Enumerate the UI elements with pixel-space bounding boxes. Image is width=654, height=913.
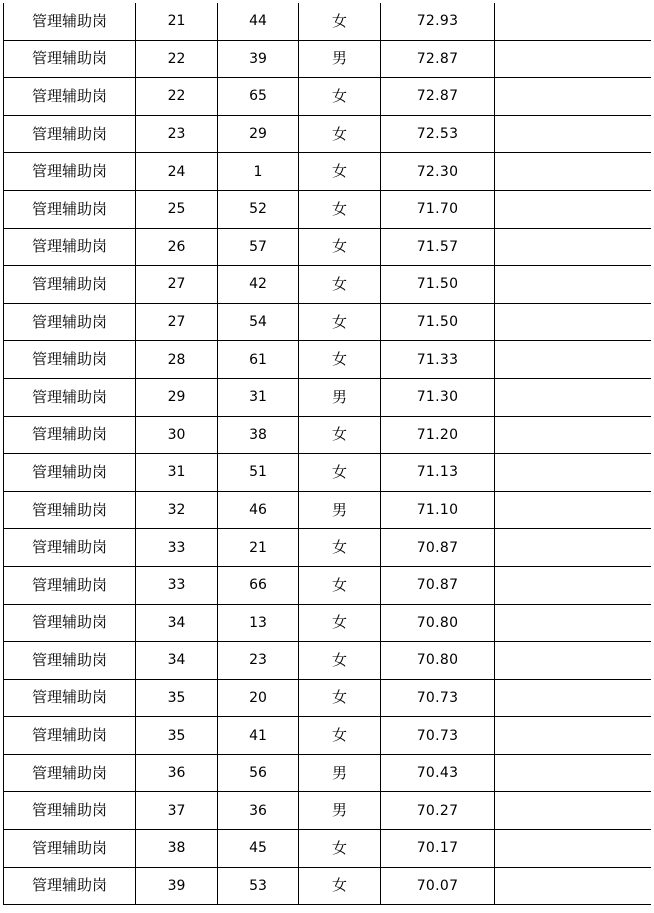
rank-cell: 27 <box>136 303 218 341</box>
position-cell: 管理辅助岗 <box>4 566 136 604</box>
gender-cell: 女 <box>299 303 381 341</box>
score-cell: 70.87 <box>381 529 495 567</box>
rank-cell: 38 <box>136 830 218 868</box>
position-cell: 管理辅助岗 <box>4 3 136 40</box>
position-cell: 管理辅助岗 <box>4 78 136 116</box>
score-cell: 71.20 <box>381 416 495 454</box>
position-cell: 管理辅助岗 <box>4 454 136 492</box>
score-cell: 70.87 <box>381 566 495 604</box>
rank-cell: 28 <box>136 341 218 379</box>
rank-cell: 29 <box>136 378 218 416</box>
id-cell: 44 <box>218 3 299 40</box>
rank-cell: 24 <box>136 153 218 191</box>
id-cell: 65 <box>218 78 299 116</box>
table-row <box>4 190 652 228</box>
position-cell: 管理辅助岗 <box>4 378 136 416</box>
note-cell <box>495 867 652 905</box>
rank-cell: 27 <box>136 266 218 304</box>
gender-cell: 女 <box>299 341 381 379</box>
position-cell: 管理辅助岗 <box>4 303 136 341</box>
gender-cell: 女 <box>299 153 381 191</box>
score-cell: 71.33 <box>381 341 495 379</box>
id-cell: 29 <box>218 115 299 153</box>
gender-cell: 男 <box>299 378 381 416</box>
score-cell: 71.70 <box>381 190 495 228</box>
id-cell: 38 <box>218 416 299 454</box>
score-cell: 72.87 <box>381 40 495 78</box>
note-cell <box>495 830 652 868</box>
score-cell: 71.57 <box>381 228 495 266</box>
score-cell: 72.87 <box>381 78 495 116</box>
rank-cell: 26 <box>136 228 218 266</box>
id-cell: 61 <box>218 341 299 379</box>
gender-cell: 男 <box>299 491 381 529</box>
rank-cell: 22 <box>136 78 218 116</box>
table-row <box>4 867 652 905</box>
rank-cell: 39 <box>136 867 218 905</box>
position-cell: 管理辅助岗 <box>4 529 136 567</box>
note-cell <box>495 115 652 153</box>
rank-cell: 36 <box>136 754 218 792</box>
position-cell: 管理辅助岗 <box>4 867 136 905</box>
gender-cell: 女 <box>299 867 381 905</box>
score-cell: 71.50 <box>381 266 495 304</box>
gender-cell: 女 <box>299 830 381 868</box>
id-cell: 53 <box>218 867 299 905</box>
gender-cell: 女 <box>299 454 381 492</box>
gender-cell: 女 <box>299 115 381 153</box>
score-cell: 72.53 <box>381 115 495 153</box>
id-cell: 45 <box>218 830 299 868</box>
score-cell: 70.07 <box>381 867 495 905</box>
note-cell <box>495 228 652 266</box>
note-cell <box>495 792 652 830</box>
rank-cell: 35 <box>136 679 218 717</box>
table-row <box>4 491 652 529</box>
note-cell <box>495 529 652 567</box>
rank-cell: 30 <box>136 416 218 454</box>
table-row <box>4 792 652 830</box>
note-cell <box>495 604 652 642</box>
rank-cell: 25 <box>136 190 218 228</box>
score-cell: 70.43 <box>381 754 495 792</box>
note-cell <box>495 40 652 78</box>
gender-cell: 女 <box>299 566 381 604</box>
table-row <box>4 604 652 642</box>
gender-cell: 女 <box>299 78 381 116</box>
table-row <box>4 266 652 304</box>
score-cell: 70.80 <box>381 604 495 642</box>
position-cell: 管理辅助岗 <box>4 416 136 454</box>
note-cell <box>495 378 652 416</box>
gender-cell: 女 <box>299 228 381 266</box>
results-table-body <box>4 3 652 905</box>
score-cell: 71.10 <box>381 491 495 529</box>
note-cell <box>495 642 652 680</box>
table-row <box>4 566 652 604</box>
table-row <box>4 303 652 341</box>
id-cell: 57 <box>218 228 299 266</box>
gender-cell: 女 <box>299 3 381 40</box>
note-cell <box>495 416 652 454</box>
position-cell: 管理辅助岗 <box>4 792 136 830</box>
gender-cell: 男 <box>299 792 381 830</box>
table-row <box>4 153 652 191</box>
rank-cell: 32 <box>136 491 218 529</box>
id-cell: 20 <box>218 679 299 717</box>
id-cell: 56 <box>218 754 299 792</box>
score-cell: 72.93 <box>381 3 495 40</box>
position-cell: 管理辅助岗 <box>4 228 136 266</box>
table-row <box>4 454 652 492</box>
id-cell: 66 <box>218 566 299 604</box>
table-row <box>4 115 652 153</box>
rank-cell: 35 <box>136 717 218 755</box>
note-cell <box>495 454 652 492</box>
id-cell: 42 <box>218 266 299 304</box>
rank-cell: 21 <box>136 3 218 40</box>
score-cell: 70.80 <box>381 642 495 680</box>
table-row <box>4 754 652 792</box>
table-row <box>4 529 652 567</box>
table-row <box>4 642 652 680</box>
score-cell: 71.30 <box>381 378 495 416</box>
id-cell: 41 <box>218 717 299 755</box>
gender-cell: 女 <box>299 190 381 228</box>
gender-cell: 女 <box>299 604 381 642</box>
position-cell: 管理辅助岗 <box>4 40 136 78</box>
rank-cell: 37 <box>136 792 218 830</box>
results-sheet <box>3 3 651 913</box>
position-cell: 管理辅助岗 <box>4 153 136 191</box>
id-cell: 31 <box>218 378 299 416</box>
note-cell <box>495 341 652 379</box>
position-cell: 管理辅助岗 <box>4 491 136 529</box>
note-cell <box>495 303 652 341</box>
gender-cell: 女 <box>299 642 381 680</box>
table-row <box>4 717 652 755</box>
position-cell: 管理辅助岗 <box>4 341 136 379</box>
gender-cell: 女 <box>299 416 381 454</box>
table-row <box>4 378 652 416</box>
id-cell: 51 <box>218 454 299 492</box>
note-cell <box>495 491 652 529</box>
note-cell <box>495 153 652 191</box>
position-cell: 管理辅助岗 <box>4 642 136 680</box>
rank-cell: 22 <box>136 40 218 78</box>
position-cell: 管理辅助岗 <box>4 190 136 228</box>
score-cell: 72.30 <box>381 153 495 191</box>
position-cell: 管理辅助岗 <box>4 115 136 153</box>
table-row <box>4 78 652 116</box>
id-cell: 13 <box>218 604 299 642</box>
position-cell: 管理辅助岗 <box>4 604 136 642</box>
gender-cell: 男 <box>299 754 381 792</box>
gender-cell: 女 <box>299 529 381 567</box>
note-cell <box>495 679 652 717</box>
id-cell: 39 <box>218 40 299 78</box>
table-row <box>4 40 652 78</box>
note-cell <box>495 78 652 116</box>
rank-cell: 31 <box>136 454 218 492</box>
gender-cell: 女 <box>299 266 381 304</box>
score-cell: 70.73 <box>381 679 495 717</box>
table-row <box>4 3 652 40</box>
note-cell <box>495 190 652 228</box>
id-cell: 54 <box>218 303 299 341</box>
table-row <box>4 416 652 454</box>
table-row <box>4 341 652 379</box>
score-cell: 71.50 <box>381 303 495 341</box>
note-cell <box>495 266 652 304</box>
id-cell: 46 <box>218 491 299 529</box>
position-cell: 管理辅助岗 <box>4 266 136 304</box>
position-cell: 管理辅助岗 <box>4 830 136 868</box>
note-cell <box>495 3 652 40</box>
rank-cell: 23 <box>136 115 218 153</box>
gender-cell: 女 <box>299 717 381 755</box>
note-cell <box>495 717 652 755</box>
table-row <box>4 830 652 868</box>
id-cell: 36 <box>218 792 299 830</box>
rank-cell: 34 <box>136 604 218 642</box>
position-cell: 管理辅助岗 <box>4 679 136 717</box>
rank-cell: 33 <box>136 529 218 567</box>
id-cell: 21 <box>218 529 299 567</box>
table-row <box>4 228 652 266</box>
id-cell: 1 <box>218 153 299 191</box>
score-cell: 71.13 <box>381 454 495 492</box>
score-cell: 70.73 <box>381 717 495 755</box>
table-row <box>4 679 652 717</box>
position-cell: 管理辅助岗 <box>4 754 136 792</box>
rank-cell: 34 <box>136 642 218 680</box>
score-cell: 70.17 <box>381 830 495 868</box>
rank-cell: 33 <box>136 566 218 604</box>
results-table <box>3 3 651 905</box>
gender-cell: 女 <box>299 679 381 717</box>
gender-cell: 男 <box>299 40 381 78</box>
id-cell: 52 <box>218 190 299 228</box>
position-cell: 管理辅助岗 <box>4 717 136 755</box>
id-cell: 23 <box>218 642 299 680</box>
score-cell: 70.27 <box>381 792 495 830</box>
note-cell <box>495 754 652 792</box>
note-cell <box>495 566 652 604</box>
